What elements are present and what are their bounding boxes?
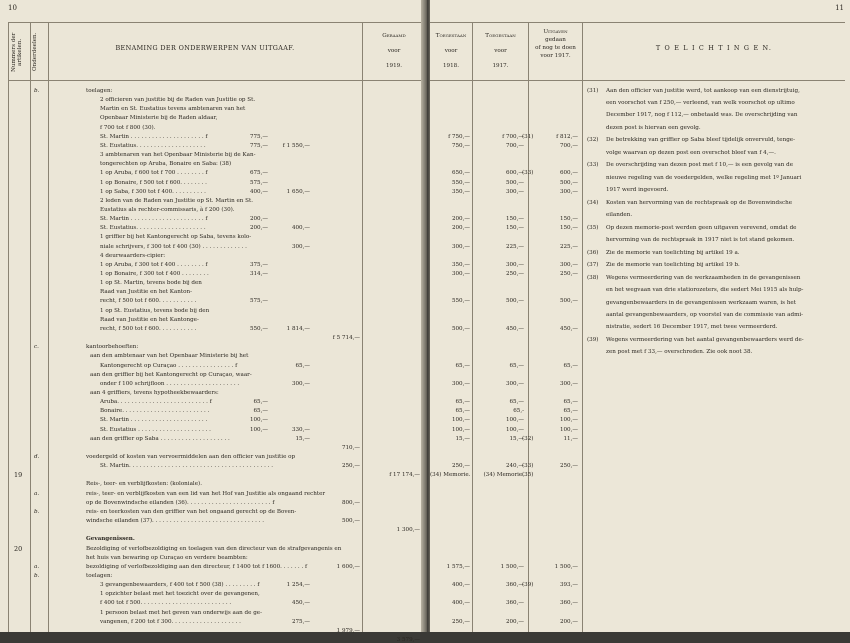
figure-1918: 200,— <box>451 216 470 223</box>
amount-b: 275,— <box>291 618 310 625</box>
figure-1917: 100,— <box>505 426 524 433</box>
divider <box>582 22 583 632</box>
divider <box>48 22 49 632</box>
row-text: op de Bovenwindsche eilanden (36). . . . . . . . . . . . . . . . . . . . . . . . f <box>86 499 275 506</box>
figure-1918: f 750,— <box>448 133 470 140</box>
figure-1917: 300,— <box>505 380 524 387</box>
amount-c: 800,— <box>341 499 360 506</box>
row-text: Eustatius als rechter-commissaris, à f 200 (30). <box>100 206 235 213</box>
row-text: Kantongerecht op Curaçao . . . . . . . . . . . . . . . . f <box>100 362 238 369</box>
note-line: Op dezen memorie-post werden geen uitgaven verevend, omdat de <box>606 224 797 231</box>
amount-c: 1 600,— <box>336 563 360 570</box>
note-number: (31) <box>587 88 599 94</box>
figure-1918: 750,— <box>451 142 470 149</box>
figure-1917: 500,— <box>505 298 524 305</box>
figure-1918: 550,— <box>451 179 470 186</box>
amount-b: 1 650,— <box>286 188 310 195</box>
figure-1917: 150,— <box>505 216 524 223</box>
row-text: 3 gevangenbewaarders, f 400 tot f 500 (38) . . . . . . . . . f <box>100 582 260 589</box>
row-text: Reis-, teer- en verblijfkosten: (koloniale). <box>86 481 202 488</box>
figure-1917: 15,— <box>509 435 524 442</box>
row-text: 1 persoon belast met het geven van onderwijs aan de ge- <box>100 609 262 616</box>
amount-b: f 1 550,— <box>282 142 310 149</box>
amount-a: 550,— <box>249 325 268 332</box>
col-header-spent <box>529 28 582 60</box>
row-text: reis-, teer- en verblijfkosten van een lid van het Hof van Justitie als ongaand rechter <box>86 490 326 497</box>
row-text: bezoldiging of verlofbezoldiging aan den directeur, f 1400 tot f 1600. . . . . . . f <box>86 563 308 570</box>
figure-spent: 300,— <box>559 188 578 195</box>
figure-1917: 65,— <box>509 399 524 406</box>
note-line: De betrekking van griffier op Saba bleef tijdelijk onvervuld, tenge- <box>606 137 795 144</box>
figure-1917: 600,— <box>505 170 524 177</box>
figure-spent: 150,— <box>559 225 578 232</box>
amount-b: 330,— <box>291 426 310 433</box>
row-text: St. Martin . . . . . . . . . . . . . . . . . . . . . f <box>100 216 208 223</box>
figure-spent: 250,— <box>559 463 578 470</box>
row-text: f 700 tot f 800 (30). <box>100 124 156 131</box>
amount-b: 450,— <box>291 600 310 607</box>
amount-a: 675,— <box>249 170 268 177</box>
row-text: 1 op Aruba, f 600 tot f 700 . . . . . . . . f <box>100 170 208 177</box>
row-text: Raad van Justitie en het Kanton- <box>100 289 192 296</box>
page-number-right: 11 <box>835 4 844 12</box>
sub-letter: c. <box>34 344 39 351</box>
row-text: St. Martin. . . . . . . . . . . . . . . . . . . . . . . . . . . . . . . . . . . . . . . . . <box>100 463 274 470</box>
figure-spent: 100,— <box>559 426 578 433</box>
figure-spent: 11,— <box>563 435 578 442</box>
row-text: voedergeld of kosten van vervoermiddelen aan den officier van justitie op <box>86 454 296 460</box>
amount-c: 1 979,— <box>336 627 360 634</box>
figure-spent: 200,— <box>559 618 578 625</box>
divider <box>8 22 9 632</box>
figure-1918: 350,— <box>451 261 470 268</box>
figure-1918: 100,— <box>451 417 470 424</box>
row-text: het huis van bewaring op Curaçao en verdere beambten: <box>86 554 248 561</box>
note-line: Wegens vermeerdering van het aantal gevangenbewaarders werd de- <box>606 336 804 343</box>
row-text: 1 opzichter belast met het toezicht over de gevangenen, <box>100 591 260 598</box>
row-text: St. Eustatius. . . . . . . . . . . . . . . . . . . . <box>100 142 206 149</box>
figure-spent: 250,— <box>559 271 578 277</box>
row-text: kantoorbehoeften: <box>86 344 139 351</box>
right-page <box>430 0 850 632</box>
note-number: (35) <box>587 224 599 231</box>
figure-1918: 65,— <box>455 408 470 415</box>
amount-a: 65,— <box>253 399 268 406</box>
col-header-spent-line: voor 1917. <box>540 53 571 59</box>
row-text: 1 op St. Eustatius, tevens bode bij den <box>100 307 210 314</box>
amount-c: 710,— <box>341 444 360 451</box>
row-text: St. Eustatius . . . . . . . . . . . . . . . . . . . . . <box>100 426 211 433</box>
row-text: aan den ambtenaar van het Openbaar Ministerie bij het <box>90 353 249 360</box>
amount-a: 200,— <box>249 216 268 223</box>
article-number: 19 <box>14 471 23 480</box>
figure-spent: 1 500,— <box>554 563 578 570</box>
figure-note-ref: (39) <box>522 582 534 589</box>
row-text: toelagen: <box>86 572 113 579</box>
sub-letter: b. <box>34 508 40 515</box>
row-text: St. Martin . . . . . . . . . . . . . . . . . . . . . f <box>100 133 208 140</box>
figure-1917: 450,— <box>505 325 524 332</box>
row-text: Aruba. . . . . . . . . . . . . . . . . . . . . . . . . . f <box>100 399 212 406</box>
col-header-1917-line: 1917. <box>492 63 509 69</box>
col-header-spent-line: gedaan <box>545 37 566 43</box>
amount-a: 775,— <box>249 142 268 149</box>
col-header-notes: T O E L I C H T I N G E N. <box>655 44 773 52</box>
row-text: St. Martin . . . . . . . . . . . . . . . . . . . . . . <box>100 417 208 424</box>
row-text: Bezoldiging of verlofbezoldiging en toelagen van den directeur van de strafgevangenis en <box>86 545 342 552</box>
note-line: eilanden. <box>606 211 633 218</box>
figure-spent: 393,— <box>559 582 578 589</box>
figure-1918: 550,— <box>451 298 470 305</box>
note-line: Zie de memorie van toelichting bij artikel 19 b. <box>606 262 740 269</box>
figure-note-ref: (33) <box>522 170 534 177</box>
amount-a: 200,— <box>249 225 268 232</box>
col-header-1917-line: Toegestaan <box>485 33 516 39</box>
col-header-spent-line: Uitgaven <box>543 29 568 35</box>
col-header-desc: BENAMING DER ONDERWERPEN VAN UITGAAF. <box>115 44 295 52</box>
figure-1917: 240,— <box>505 463 524 470</box>
row-text: 1 griffier bij het Kantongerecht op Saba, tevens kolo- <box>100 234 252 241</box>
amount-a: 100,— <box>249 417 268 424</box>
figure-1918: 400,— <box>451 582 470 589</box>
figure-1917: 1 500,— <box>500 563 524 570</box>
amount-granted: 3 579,— <box>396 637 420 643</box>
figure-spent: 300,— <box>559 261 578 268</box>
header-top-rule <box>430 22 845 23</box>
figure-1917: 200,— <box>505 618 524 625</box>
note-number: (32) <box>587 137 599 144</box>
figure-1917: 500,— <box>505 179 524 186</box>
row-text: niale schrijvers, f 300 tot f 400 (30) . . . . . . . . . . . . . <box>100 243 247 250</box>
row-text: St. Eustatius. . . . . . . . . . . . . . . . . . . . <box>100 225 206 232</box>
figure-1918: 250,— <box>451 463 470 470</box>
figure-spent: 65,— <box>563 362 578 369</box>
note-line: Zie de memorie van toelichting bij artikel 19 a. <box>606 249 740 256</box>
amount-a: 100,— <box>249 426 268 433</box>
figure-spent: 150,— <box>559 216 578 223</box>
figure-1918: 400,— <box>451 600 470 607</box>
note-line: dezen post is hiervan een gevolg. <box>606 124 701 131</box>
amount-b: 15,— <box>295 435 310 442</box>
row-text: Martin en St. Eustatius tevens ambtenaren van het <box>100 106 246 113</box>
figure-1917: 65,— <box>509 362 524 369</box>
figure-1918: 300,— <box>451 271 470 277</box>
figure-spent: 700,— <box>559 142 578 149</box>
col-header-1917 <box>473 32 528 70</box>
amount-a: 575,— <box>249 298 268 305</box>
amount-b: 300,— <box>291 243 310 250</box>
note-line: Kosten van hervorming van de rechtspraak op de Bovenwindsche <box>606 199 793 206</box>
amount-a: 314,— <box>249 271 268 277</box>
row-text: Gevangenissen. <box>86 536 135 543</box>
amount-b: 1 814,— <box>286 325 310 332</box>
col-header-sub: Onderdeelen. <box>32 32 38 72</box>
col-header-1918 <box>430 32 472 70</box>
amount-b: 300,— <box>291 380 310 387</box>
sub-letter: b. <box>34 572 40 579</box>
page-number-left: 10 <box>8 4 17 12</box>
figure-1918: 100,— <box>451 426 470 433</box>
amount-a: 65,— <box>253 408 268 415</box>
row-text: Bonaire. . . . . . . . . . . . . . . . . . . . . . . . . <box>100 408 210 415</box>
figure-1917: 360,— <box>505 600 524 607</box>
row-text: 1 op Bonaire, f 500 tot f 600. . . . . . . . <box>100 179 207 186</box>
row-text: toelagen: <box>86 88 113 94</box>
figure-1918: 65,— <box>455 362 470 369</box>
figure-1918: 650,— <box>451 170 470 177</box>
amount-c: f 5 714,— <box>332 335 360 342</box>
row-text: windsche eilanden (37). . . . . . . . . . . . . . . . . . . . . . . . . . . . . . . . <box>86 518 265 525</box>
row-text: f 400 tot f 500. . . . . . . . . . . . . . . . . . . . . . . . . . <box>100 600 232 607</box>
divider <box>362 22 363 632</box>
note-line: Aan den officier van justitie werd, tot aankoop van een dienstrijtuig, <box>606 88 800 94</box>
note-line: hervorming van de rechtspraak in 1917 niet is tot stand gekomen. <box>606 236 795 243</box>
note-number: (36) <box>587 249 599 256</box>
col-header-1918-line: voor <box>444 48 458 54</box>
note-line: aantal gevangenbewaarders, op voorstel van de commissie van admi- <box>606 311 804 318</box>
col-header-1917-line: voor <box>494 48 507 54</box>
col-header-1918-line: 1918. <box>442 63 459 69</box>
sub-letter: b. <box>34 88 40 94</box>
row-text: recht, f 500 tot f 600. . . . . . . . . . . <box>100 298 197 305</box>
figure-1918: (34) Memorie. <box>430 472 471 479</box>
row-text: 4 deurwaarders-cipier: <box>100 252 166 259</box>
figure-note-ref: (35) <box>522 472 534 479</box>
row-text: reis- en teerkosten van den griffier van het ongaand gerecht op de Boven- <box>86 508 297 515</box>
sub-letter: d. <box>34 454 40 460</box>
figure-1918: 1 575,— <box>446 563 470 570</box>
figure-spent: 300,— <box>559 380 578 387</box>
figure-1918: 500,— <box>451 325 470 332</box>
sub-letter: a. <box>34 490 40 497</box>
note-line: gevangenbewaarders in de gevangenissen werkzaam waren, is het <box>606 299 796 306</box>
note-line: zen post met f 33,— overschreden. Zie ook noot 38. <box>606 349 753 355</box>
figure-1917: 250,— <box>505 271 524 277</box>
amount-a: 575,— <box>249 179 268 186</box>
figure-spent: f 812,— <box>556 133 578 140</box>
note-line: een voorschot van f 250,— verleend, van welk voorschot op ultimo <box>606 100 795 107</box>
figure-1917: 100,— <box>505 417 524 424</box>
note-line: nieuwe regeling van de voedergelden, welke regeling met 1º Januari <box>606 174 802 181</box>
article-number: 20 <box>14 544 23 553</box>
col-header-granted-line: 1919. <box>385 63 402 69</box>
row-text: aan den griffier bij het Kantongerecht op Curaçao, waar- <box>90 371 252 378</box>
amount-c: 500,— <box>341 518 360 525</box>
note-line: December 1917, nog f 112,— onbetaald was. De overschrijding van <box>606 112 798 119</box>
col-header-granted-line: voor <box>387 48 401 54</box>
amount-b: 65,— <box>295 362 310 369</box>
row-text: 2 leden van de Raden van Justitie op St. Martin en St. <box>100 197 254 204</box>
figure-spent: 500,— <box>559 179 578 186</box>
figure-1917: (34) Memorie. <box>483 472 524 479</box>
note-line: nistratie, sedert 16 December 1917, met twee vermeerderd. <box>606 324 778 330</box>
figure-1918: 300,— <box>451 380 470 387</box>
col-header-article: Nummers der artikelen. <box>11 32 23 72</box>
row-text: tongerechten op Aruba, Bonaire en Saba: (38) <box>100 161 232 168</box>
figure-1917: 300,— <box>505 188 524 195</box>
amount-a: 375,— <box>249 261 268 268</box>
amount-c: 250,— <box>341 463 360 470</box>
row-text: vangenen, f 200 tot f 300. . . . . . . . . . . . . . . . . . . . <box>100 618 241 625</box>
divider <box>472 22 473 632</box>
note-line: volge waarvan op dezen post een overschot bleef van f 4,—. <box>606 149 776 156</box>
row-text: aan den griffier op Saba . . . . . . . . . . . . . . . . . . . . <box>90 435 230 442</box>
figure-1917: 225,— <box>505 243 524 250</box>
amount-b: 400,— <box>291 225 310 232</box>
figure-1918: 300,— <box>451 243 470 250</box>
note-number: (34) <box>587 199 599 206</box>
figure-spent: 360,— <box>559 600 578 607</box>
row-text: 1 op Saba, f 300 tot f 400. . . . . . . . . . <box>100 188 206 195</box>
row-text: 1 op Aruba, f 300 tot f 400 . . . . . . . . f <box>100 261 208 268</box>
figure-spent: 225,— <box>559 243 578 250</box>
figure-spent: 100,— <box>559 417 578 424</box>
figure-spent: 500,— <box>559 298 578 305</box>
note-line: De overschrijding van dezen post met f 10,— is een gevolg van de <box>606 162 794 169</box>
row-text: Openbaar Ministerie bij de Raden aldaar, <box>100 115 218 122</box>
amount-granted: f 17 174,— <box>389 472 420 479</box>
figure-spent: 65,— <box>563 408 578 415</box>
col-header-spent-line: of nog te doen <box>535 45 576 51</box>
note-line: Wegens vermeerdering van de werkzaamheden in de gevangenissen <box>606 275 801 282</box>
col-header-granted <box>363 32 425 70</box>
figure-1917: f 700,— <box>502 133 524 140</box>
row-text: 1 op St. Martin, tevens bode bij den <box>100 280 202 287</box>
figure-1918: 350,— <box>451 188 470 195</box>
figure-1917: 700,— <box>505 142 524 149</box>
row-text: Raad van Justitie en het Kantonge- <box>100 316 199 323</box>
figure-1917: 65,- <box>513 408 524 415</box>
figure-1917: 150,— <box>505 225 524 232</box>
note-number: (38) <box>587 275 599 282</box>
row-text: 3 ambtenaren van het Openbaar Ministerie bij de Kan- <box>100 152 256 159</box>
amount-a: 400,— <box>249 188 268 195</box>
note-line: 1917 werd ingevoerd. <box>606 186 669 193</box>
note-number: (33) <box>587 162 599 169</box>
sub-letter: a. <box>34 563 40 570</box>
figure-note-ref: (32) <box>522 435 534 442</box>
amount-granted: 1 300,— <box>396 527 420 534</box>
note-number: (37) <box>587 262 599 269</box>
figure-1918: 15,— <box>455 435 470 442</box>
divider <box>30 22 31 632</box>
figure-spent: 450,— <box>559 325 578 332</box>
figure-1918: 250,— <box>451 618 470 625</box>
figure-spent: 600,— <box>559 170 578 177</box>
row-text: aan 4 griffiers, tevens hypotheekbewaarders: <box>90 389 219 396</box>
note-number: (39) <box>587 336 599 343</box>
figure-note-ref: (31) <box>522 133 534 140</box>
row-text: 2 officieren van justitie bij de Raden van Justitie op St. <box>100 97 256 104</box>
divider <box>528 22 529 632</box>
amount-b: 1 254,— <box>286 582 310 589</box>
row-text: recht, f 500 tot f 600. . . . . . . . . . . <box>100 325 197 332</box>
figure-spent: 65,— <box>563 399 578 406</box>
col-header-1918-line: Toegestaan <box>435 33 467 39</box>
header-bottom-rule <box>430 80 845 81</box>
figure-1917: 360,— <box>505 582 524 589</box>
figure-1918: 200,— <box>451 225 470 232</box>
row-text: 1 op Bonaire, f 300 tot f 400 . . . . . . . . <box>100 271 209 277</box>
row-text: onder f 100 schrijfloon . . . . . . . . . . . . . . . . . . . . . <box>100 380 240 387</box>
col-header-granted-line: Geraamd <box>382 33 406 39</box>
figure-note-ref: (33) <box>522 463 534 470</box>
figure-1918: 65,— <box>455 399 470 406</box>
note-line: en het wegvaan van drie statiorozeters, die sedert Mei 1915 als hulp- <box>606 287 804 294</box>
amount-a: 775,— <box>249 133 268 140</box>
figure-1917: 300,— <box>505 261 524 268</box>
